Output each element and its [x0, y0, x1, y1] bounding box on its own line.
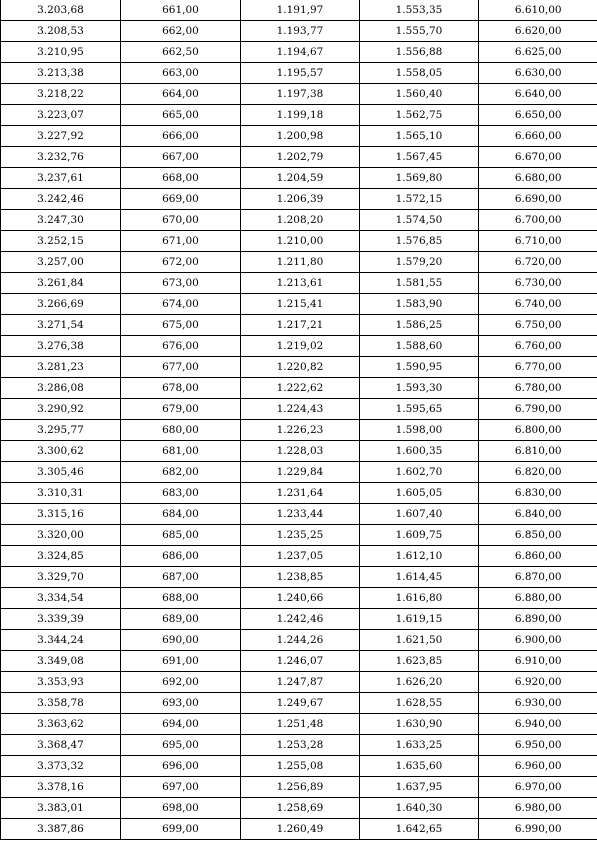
table-cell: 3.223,07 [1, 105, 121, 126]
table-row [1, 273, 597, 294]
table-cell: 697,00 [121, 777, 241, 798]
table-cell: 1.246,07 [241, 651, 360, 672]
table-cell: 1.215,41 [241, 294, 360, 315]
table-cell: 686,00 [121, 546, 241, 567]
table-row [1, 693, 597, 714]
table-cell: 6.790,00 [479, 399, 597, 420]
table-cell: 6.630,00 [479, 63, 597, 84]
table-cell: 6.760,00 [479, 336, 597, 357]
table-cell: 666,00 [121, 126, 241, 147]
table-cell: 1.260,49 [241, 819, 360, 840]
table-cell: 6.920,00 [479, 672, 597, 693]
table-cell: 1.586,25 [360, 315, 479, 336]
table-cell: 3.290,92 [1, 399, 121, 420]
table-cell: 673,00 [121, 273, 241, 294]
table-cell: 1.220,82 [241, 357, 360, 378]
table-cell: 3.358,78 [1, 693, 121, 714]
table-cell: 3.334,54 [1, 588, 121, 609]
table-cell: 6.840,00 [479, 504, 597, 525]
table-cell: 662,50 [121, 42, 241, 63]
table-cell: 3.383,01 [1, 798, 121, 819]
table-cell: 3.237,61 [1, 168, 121, 189]
table-cell: 1.595,65 [360, 399, 479, 420]
table-cell: 1.572,15 [360, 189, 479, 210]
table-cell: 698,00 [121, 798, 241, 819]
table-cell: 6.610,00 [479, 0, 597, 21]
table-cell: 667,00 [121, 147, 241, 168]
table-row [1, 798, 597, 819]
table-row [1, 672, 597, 693]
table-cell: 661,00 [121, 0, 241, 21]
table-cell: 668,00 [121, 168, 241, 189]
table-cell: 3.320,00 [1, 525, 121, 546]
table-row [1, 63, 597, 84]
table-row [1, 567, 597, 588]
table-cell: 1.565,10 [360, 126, 479, 147]
table-cell: 6.750,00 [479, 315, 597, 336]
table-cell: 6.740,00 [479, 294, 597, 315]
table-cell: 1.576,85 [360, 231, 479, 252]
table-row [1, 735, 597, 756]
table-cell: 665,00 [121, 105, 241, 126]
table-cell: 6.910,00 [479, 651, 597, 672]
table-cell: 1.237,05 [241, 546, 360, 567]
table-cell: 3.252,15 [1, 231, 121, 252]
table-cell: 1.204,59 [241, 168, 360, 189]
table-cell: 3.300,62 [1, 441, 121, 462]
table-cell: 3.261,84 [1, 273, 121, 294]
table-cell: 6.950,00 [479, 735, 597, 756]
table-row [1, 378, 597, 399]
table-cell: 3.373,32 [1, 756, 121, 777]
table-row [1, 714, 597, 735]
table-cell: 693,00 [121, 693, 241, 714]
table-row [1, 546, 597, 567]
table-cell: 6.810,00 [479, 441, 597, 462]
table-row [1, 42, 597, 63]
table-cell: 3.324,85 [1, 546, 121, 567]
table-cell: 6.670,00 [479, 147, 597, 168]
table-row [1, 756, 597, 777]
table-cell: 1.251,48 [241, 714, 360, 735]
table-cell: 1.194,67 [241, 42, 360, 63]
value-table-body [1, 0, 597, 840]
table-cell: 3.329,70 [1, 567, 121, 588]
table-cell: 1.197,38 [241, 84, 360, 105]
table-row [1, 252, 597, 273]
table-cell: 3.387,86 [1, 819, 121, 840]
table-cell: 669,00 [121, 189, 241, 210]
table-cell: 1.567,45 [360, 147, 479, 168]
table-cell: 6.660,00 [479, 126, 597, 147]
table-cell: 6.730,00 [479, 273, 597, 294]
table-cell: 688,00 [121, 588, 241, 609]
table-cell: 1.574,50 [360, 210, 479, 231]
table-cell: 1.640,30 [360, 798, 479, 819]
table-cell: 1.600,35 [360, 441, 479, 462]
table-cell: 6.690,00 [479, 189, 597, 210]
table-cell: 6.940,00 [479, 714, 597, 735]
table-cell: 6.700,00 [479, 210, 597, 231]
table-cell: 6.970,00 [479, 777, 597, 798]
table-cell: 1.199,18 [241, 105, 360, 126]
table-cell: 6.770,00 [479, 357, 597, 378]
table-row [1, 21, 597, 42]
table-row [1, 147, 597, 168]
table-row [1, 210, 597, 231]
table-cell: 3.315,16 [1, 504, 121, 525]
table-row [1, 231, 597, 252]
table-cell: 1.240,66 [241, 588, 360, 609]
table-cell: 662,00 [121, 21, 241, 42]
table-cell: 1.191,97 [241, 0, 360, 21]
table-cell: 3.213,38 [1, 63, 121, 84]
table-cell: 677,00 [121, 357, 241, 378]
table-cell: 679,00 [121, 399, 241, 420]
table-cell: 1.588,60 [360, 336, 479, 357]
table-cell: 6.980,00 [479, 798, 597, 819]
table-cell: 670,00 [121, 210, 241, 231]
table-cell: 1.242,46 [241, 609, 360, 630]
table-cell: 695,00 [121, 735, 241, 756]
table-cell: 663,00 [121, 63, 241, 84]
table-cell: 3.242,46 [1, 189, 121, 210]
table-cell: 1.558,05 [360, 63, 479, 84]
table-cell: 1.208,20 [241, 210, 360, 231]
table-row [1, 126, 597, 147]
table-cell: 1.256,89 [241, 777, 360, 798]
table-cell: 6.640,00 [479, 84, 597, 105]
table-cell: 1.637,95 [360, 777, 479, 798]
table-row [1, 294, 597, 315]
table-row [1, 504, 597, 525]
table-cell: 1.598,00 [360, 420, 479, 441]
table-row [1, 525, 597, 546]
table-cell: 6.625,00 [479, 42, 597, 63]
table-cell: 1.253,28 [241, 735, 360, 756]
table-cell: 6.990,00 [479, 819, 597, 840]
table-cell: 1.633,25 [360, 735, 479, 756]
table-row [1, 357, 597, 378]
table-cell: 672,00 [121, 252, 241, 273]
table-cell: 3.232,76 [1, 147, 121, 168]
table-cell: 3.339,39 [1, 609, 121, 630]
table-cell: 691,00 [121, 651, 241, 672]
table-cell: 3.227,92 [1, 126, 121, 147]
table-cell: 1.621,50 [360, 630, 479, 651]
table-cell: 674,00 [121, 294, 241, 315]
table-cell: 1.593,30 [360, 378, 479, 399]
table-cell: 1.590,95 [360, 357, 479, 378]
table-cell: 6.800,00 [479, 420, 597, 441]
table-row [1, 777, 597, 798]
table-cell: 1.569,80 [360, 168, 479, 189]
table-row [1, 399, 597, 420]
table-cell: 1.231,64 [241, 483, 360, 504]
table-cell: 6.870,00 [479, 567, 597, 588]
table-cell: 681,00 [121, 441, 241, 462]
table-cell: 683,00 [121, 483, 241, 504]
table-cell: 3.276,38 [1, 336, 121, 357]
table-cell: 6.710,00 [479, 231, 597, 252]
table-cell: 6.830,00 [479, 483, 597, 504]
table-row [1, 462, 597, 483]
table-row [1, 315, 597, 336]
table-cell: 1.226,23 [241, 420, 360, 441]
table-cell: 1.642,65 [360, 819, 479, 840]
table-cell: 3.305,46 [1, 462, 121, 483]
table-cell: 3.247,30 [1, 210, 121, 231]
table-cell: 696,00 [121, 756, 241, 777]
table-cell: 3.218,22 [1, 84, 121, 105]
table-cell: 687,00 [121, 567, 241, 588]
table-cell: 1.213,61 [241, 273, 360, 294]
table-cell: 1.612,10 [360, 546, 479, 567]
table-cell: 684,00 [121, 504, 241, 525]
table-cell: 6.820,00 [479, 462, 597, 483]
table-cell: 678,00 [121, 378, 241, 399]
table-cell: 1.602,70 [360, 462, 479, 483]
table-cell: 1.581,55 [360, 273, 479, 294]
table-cell: 1.616,80 [360, 588, 479, 609]
table-cell: 6.860,00 [479, 546, 597, 567]
table-cell: 690,00 [121, 630, 241, 651]
table-cell: 1.560,40 [360, 84, 479, 105]
table-row [1, 0, 597, 21]
table-cell: 3.353,93 [1, 672, 121, 693]
table-cell: 3.363,62 [1, 714, 121, 735]
table-cell: 1.614,45 [360, 567, 479, 588]
table-row [1, 609, 597, 630]
table-cell: 3.257,00 [1, 252, 121, 273]
table-cell: 692,00 [121, 672, 241, 693]
table-cell: 3.210,95 [1, 42, 121, 63]
table-cell: 1.609,75 [360, 525, 479, 546]
table-row [1, 441, 597, 462]
table-cell: 6.680,00 [479, 168, 597, 189]
table-cell: 689,00 [121, 609, 241, 630]
table-cell: 1.233,44 [241, 504, 360, 525]
table-row [1, 105, 597, 126]
table-cell: 1.228,03 [241, 441, 360, 462]
table-cell: 699,00 [121, 819, 241, 840]
table-cell: 1.630,90 [360, 714, 479, 735]
table-cell: 1.605,05 [360, 483, 479, 504]
table-cell: 3.208,53 [1, 21, 121, 42]
table-cell: 6.850,00 [479, 525, 597, 546]
table-cell: 676,00 [121, 336, 241, 357]
table-cell: 6.890,00 [479, 609, 597, 630]
table-cell: 1.244,26 [241, 630, 360, 651]
table-cell: 1.555,70 [360, 21, 479, 42]
table-cell: 1.579,20 [360, 252, 479, 273]
table-cell: 1.255,08 [241, 756, 360, 777]
table-row [1, 84, 597, 105]
table-cell: 1.229,84 [241, 462, 360, 483]
table-cell: 3.266,69 [1, 294, 121, 315]
table-cell: 1.210,00 [241, 231, 360, 252]
table-cell: 1.623,85 [360, 651, 479, 672]
table-cell: 6.620,00 [479, 21, 597, 42]
table-cell: 682,00 [121, 462, 241, 483]
table-cell: 3.295,77 [1, 420, 121, 441]
table-cell: 1.619,15 [360, 609, 479, 630]
table-cell: 1.247,87 [241, 672, 360, 693]
table-row [1, 420, 597, 441]
table-cell: 675,00 [121, 315, 241, 336]
table-cell: 694,00 [121, 714, 241, 735]
table-cell: 1.238,85 [241, 567, 360, 588]
table-cell: 1.211,80 [241, 252, 360, 273]
table-cell: 6.930,00 [479, 693, 597, 714]
table-cell: 3.286,08 [1, 378, 121, 399]
table-cell: 1.222,62 [241, 378, 360, 399]
table-cell: 1.553,35 [360, 0, 479, 21]
table-cell: 1.607,40 [360, 504, 479, 525]
table-cell: 3.378,16 [1, 777, 121, 798]
table-cell: 1.635,60 [360, 756, 479, 777]
table-cell: 1.219,02 [241, 336, 360, 357]
table-row [1, 819, 597, 840]
table-cell: 1.562,75 [360, 105, 479, 126]
table-cell: 1.195,57 [241, 63, 360, 84]
table-cell: 1.556,88 [360, 42, 479, 63]
table-cell: 685,00 [121, 525, 241, 546]
table-row [1, 483, 597, 504]
table-cell: 1.206,39 [241, 189, 360, 210]
table-row [1, 336, 597, 357]
table-row [1, 168, 597, 189]
table-cell: 3.310,31 [1, 483, 121, 504]
table-cell: 1.193,77 [241, 21, 360, 42]
table-cell: 6.880,00 [479, 588, 597, 609]
table-cell: 3.349,08 [1, 651, 121, 672]
table-cell: 1.200,98 [241, 126, 360, 147]
table-cell: 3.344,24 [1, 630, 121, 651]
table-cell: 6.650,00 [479, 105, 597, 126]
table-cell: 664,00 [121, 84, 241, 105]
table-cell: 6.720,00 [479, 252, 597, 273]
table-cell: 1.235,25 [241, 525, 360, 546]
table-cell: 6.960,00 [479, 756, 597, 777]
table-cell: 680,00 [121, 420, 241, 441]
table-cell: 6.900,00 [479, 630, 597, 651]
table-cell: 1.628,55 [360, 693, 479, 714]
table-row [1, 189, 597, 210]
table-cell: 3.281,23 [1, 357, 121, 378]
table-cell: 1.224,43 [241, 399, 360, 420]
table-cell: 1.626,20 [360, 672, 479, 693]
table-cell: 671,00 [121, 231, 241, 252]
table-cell: 6.780,00 [479, 378, 597, 399]
table-cell: 3.368,47 [1, 735, 121, 756]
table-cell: 1.583,90 [360, 294, 479, 315]
table-cell: 1.249,67 [241, 693, 360, 714]
table-cell: 3.271,54 [1, 315, 121, 336]
table-row [1, 630, 597, 651]
table-row [1, 588, 597, 609]
table-cell: 3.203,68 [1, 0, 121, 21]
table-cell: 1.217,21 [241, 315, 360, 336]
table-row [1, 651, 597, 672]
table-cell: 1.258,69 [241, 798, 360, 819]
table-cell: 1.202,79 [241, 147, 360, 168]
